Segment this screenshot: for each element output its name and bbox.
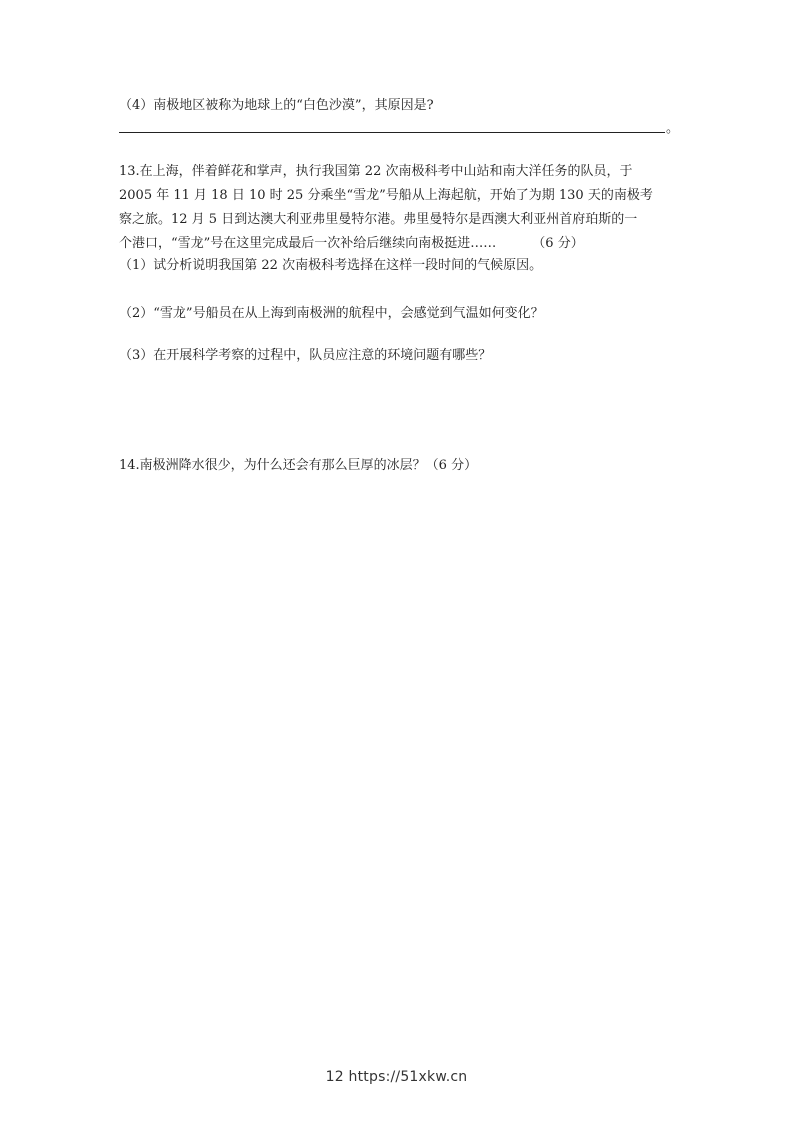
question-13-line-3: 察之旅。12 月 5 日到达澳大利亚弗里曼特尔港。弗里曼特尔是西澳大利亚州首府珀斯的一 — [119, 212, 638, 227]
answer-blank-line — [119, 132, 665, 133]
question-13-line-4-text: 个港口，“雪龙”号在这里完成最后一次补给后继续向南极挺进…… — [119, 236, 497, 251]
question-13-line-2: 2005 年 11 月 18 日 10 时 25 分乘坐“雪龙”号船从上海起航，开始了为期 130 天的南极考 — [119, 188, 653, 203]
answer-end-mark: 。 — [666, 121, 680, 136]
question-14: 14.南极洲降水很少，为什么还会有那么巨厚的冰层？（6 分） — [119, 458, 478, 473]
question-13-sub-1: （1）试分析说明我国第 22 次南极科考选择在这样一段时间的气候原因。 — [119, 258, 543, 273]
question-12-4: （4）南极地区被称为地球上的“白色沙漠”，其原因是? — [119, 98, 434, 113]
question-13-line-4 — [119, 234, 679, 253]
question-13-sub-2: （2）“雪龙”号船员在从上海到南极洲的航程中，会感觉到气温如何变化？ — [119, 306, 544, 321]
question-13-sub-3: （3）在开展科学考察的过程中，队员应注意的环境问题有哪些？ — [119, 348, 492, 363]
page-footer: 12 https://51xkw.cn — [325, 1069, 468, 1085]
question-13-line-1: 13.在上海，伴着鲜花和掌声，执行我国第 22 次南极科考中山站和南大洋任务的队员，于 — [119, 164, 633, 179]
question-13-score: （6 分） — [532, 236, 584, 251]
